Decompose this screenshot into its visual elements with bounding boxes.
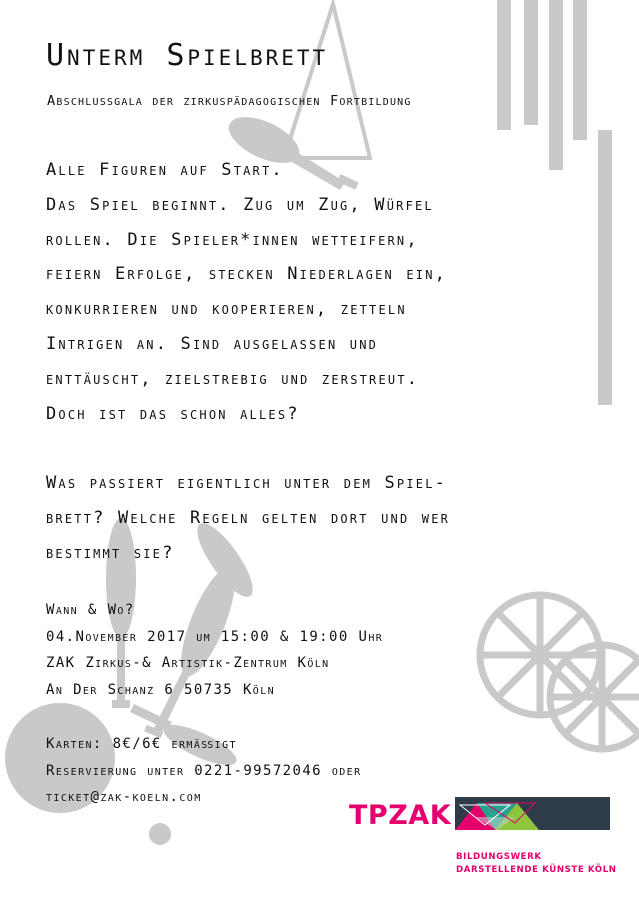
logo-subtitle xyxy=(456,851,617,877)
logo-sub-line: DARSTELLENDE KÜNSTE KÖLN xyxy=(456,865,617,875)
question-paragraph xyxy=(46,466,450,570)
tpzak-logo-text xyxy=(349,800,451,831)
event-address: An Der Schanz 6 50735 Köln xyxy=(46,681,276,698)
text-line: Intrigen an. Sind ausgelassen und xyxy=(46,333,379,354)
event-info xyxy=(46,597,383,703)
text-line: brett? Welche Regeln gelten dort und wer xyxy=(46,507,451,528)
ticket-reservation: Reservierung unter 0221-99572046 oder xyxy=(46,762,362,779)
tpzak-logo-graphic xyxy=(455,797,610,830)
logo-zak: ZAK xyxy=(388,800,452,831)
event-heading: Wann & Wo? xyxy=(46,602,135,618)
event-venue: ZAK Zirkus-& Artistik-Zentrum Köln xyxy=(46,655,330,671)
event-datetime: 04.November 2017 um 15:00 & 19:00 Uhr xyxy=(46,628,384,645)
intro-paragraph xyxy=(46,153,447,431)
logo-sub-line: BILDUNGSWERK xyxy=(456,852,542,862)
ticket-info xyxy=(46,731,362,811)
text-line: konkurrieren und kooperieren, zetteln xyxy=(46,299,407,320)
text-line: enttäuscht, zielstrebig und zerstreut. xyxy=(46,368,420,389)
ticket-prices: Karten: 8€/6€ ermäßigt xyxy=(46,736,237,752)
text-line: Was passiert eigentlich unter dem Spiel- xyxy=(46,473,448,493)
text-line: feiern Erfolge, stecken Niederlagen ein, xyxy=(46,264,448,285)
text-line: Alle Figuren auf Start. xyxy=(46,160,284,180)
text-line: rollen. Die Spieler*innen wetteifern, xyxy=(46,229,419,250)
text-line: bestimmt sie? xyxy=(46,542,175,563)
text-line: Das Spiel beginnt. Zug um Zug, Würfel xyxy=(46,194,434,215)
subtitle: Abschlussgala der zirkuspädagogischen Fortbildung xyxy=(47,93,412,109)
logo-tp: TP xyxy=(349,800,389,831)
page-title: Unterm Spielbrett xyxy=(46,38,329,73)
ticket-email[interactable]: ticket@zak-koeln.com xyxy=(46,789,202,805)
text-line: Doch ist das schon alles? xyxy=(46,403,300,424)
